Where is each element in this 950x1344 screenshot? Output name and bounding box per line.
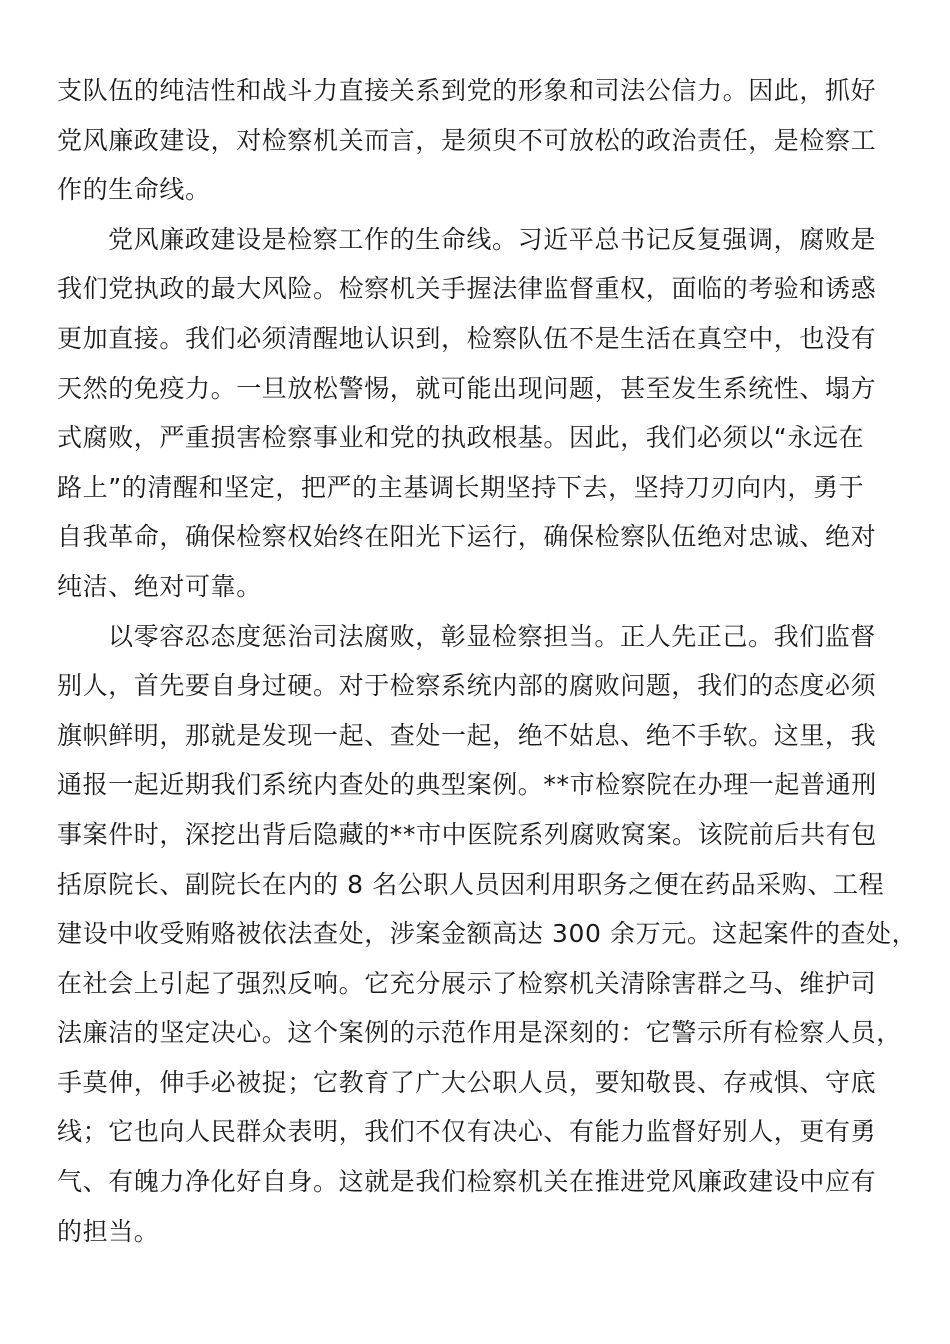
paragraph-2 <box>57 215 879 612</box>
text-line: 更加直接。我们必须清醒地认识到，检察队伍不是生活在真空中，也没有 <box>57 323 877 353</box>
text-line: 括原院长、副院长在内的 8 名公职人员因利用职务之便在药品采购、工程 <box>57 869 885 899</box>
text-line: 通报一起近期我们系统内查处的典型案例。**市检察院在办理一起普通刑 <box>57 770 877 800</box>
paragraph-1 <box>57 66 879 215</box>
document-page <box>57 66 918 1256</box>
text-line: 我们党执政的最大风险。检察机关手握法律监督重权，面临的考验和诱惑 <box>57 274 877 304</box>
text-line: 手莫伸，伸手必被捉；它教育了广大公职人员，要知敬畏、存戒惧、守底 <box>57 1067 877 1097</box>
paragraph-3 <box>57 612 918 1257</box>
text-line: 天然的免疫力。一旦放松警惕，就可能出现问题，甚至发生系统性、塌方 <box>57 373 877 403</box>
text-line: 法廉洁的坚定决心。这个案例的示范作用是深刻的：它警示所有检察人员， <box>57 1018 902 1048</box>
text-line: 线；它也向人民群众表明，我们不仅有决心、有能力监督好别人，更有勇 <box>57 1117 877 1147</box>
text-line: 路上”的清醒和坚定，把严的主基调长期坚持下去，坚持刀刃向内，勇于 <box>57 472 865 502</box>
text-line: 的担当。 <box>57 1216 160 1246</box>
text-line: 建设中收受贿赂被依法查处，涉案金额高达 300 余万元。这起案件的查处， <box>57 919 918 949</box>
text-line: 自我革命，确保检察权始终在阳光下运行，确保检察队伍绝对忠诚、绝对 <box>57 522 877 552</box>
text-line: 事案件时，深挖出背后隐藏的**市中医院系列腐败窝案。该院前后共有包 <box>57 819 877 849</box>
text-line: 别人，首先要自身过硬。对于检察系统内部的腐败问题，我们的态度必须 <box>57 671 877 701</box>
text-line: 党风廉政建设，对检察机关而言，是须臾不可放松的政治责任，是检察工 <box>57 125 877 155</box>
text-line: 党风廉政建设是检察工作的生命线。习近平总书记反复强调，腐败是 <box>108 224 877 254</box>
text-line: 纯洁、绝对可靠。 <box>57 571 262 601</box>
text-line: 气、有魄力净化好自身。这就是我们检察机关在推进党风廉政建设中应有 <box>57 1167 877 1197</box>
text-line: 式腐败，严重损害检察事业和党的执政根基。因此，我们必须以“永远在 <box>57 423 865 453</box>
text-line: 旗帜鲜明，那就是发现一起、查处一起，绝不姑息、绝不手软。这里，我 <box>57 720 877 750</box>
text-line: 支队伍的纯洁性和战斗力直接关系到党的形象和司法公信力。因此，抓好 <box>57 76 877 105</box>
text-line: 以零容忍态度惩治司法腐败，彰显检察担当。正人先正己。我们监督 <box>108 621 877 651</box>
text-line: 作的生命线。 <box>57 175 211 205</box>
text-line: 在社会上引起了强烈反响。它充分展示了检察机关清除害群之马、维护司 <box>57 968 877 998</box>
